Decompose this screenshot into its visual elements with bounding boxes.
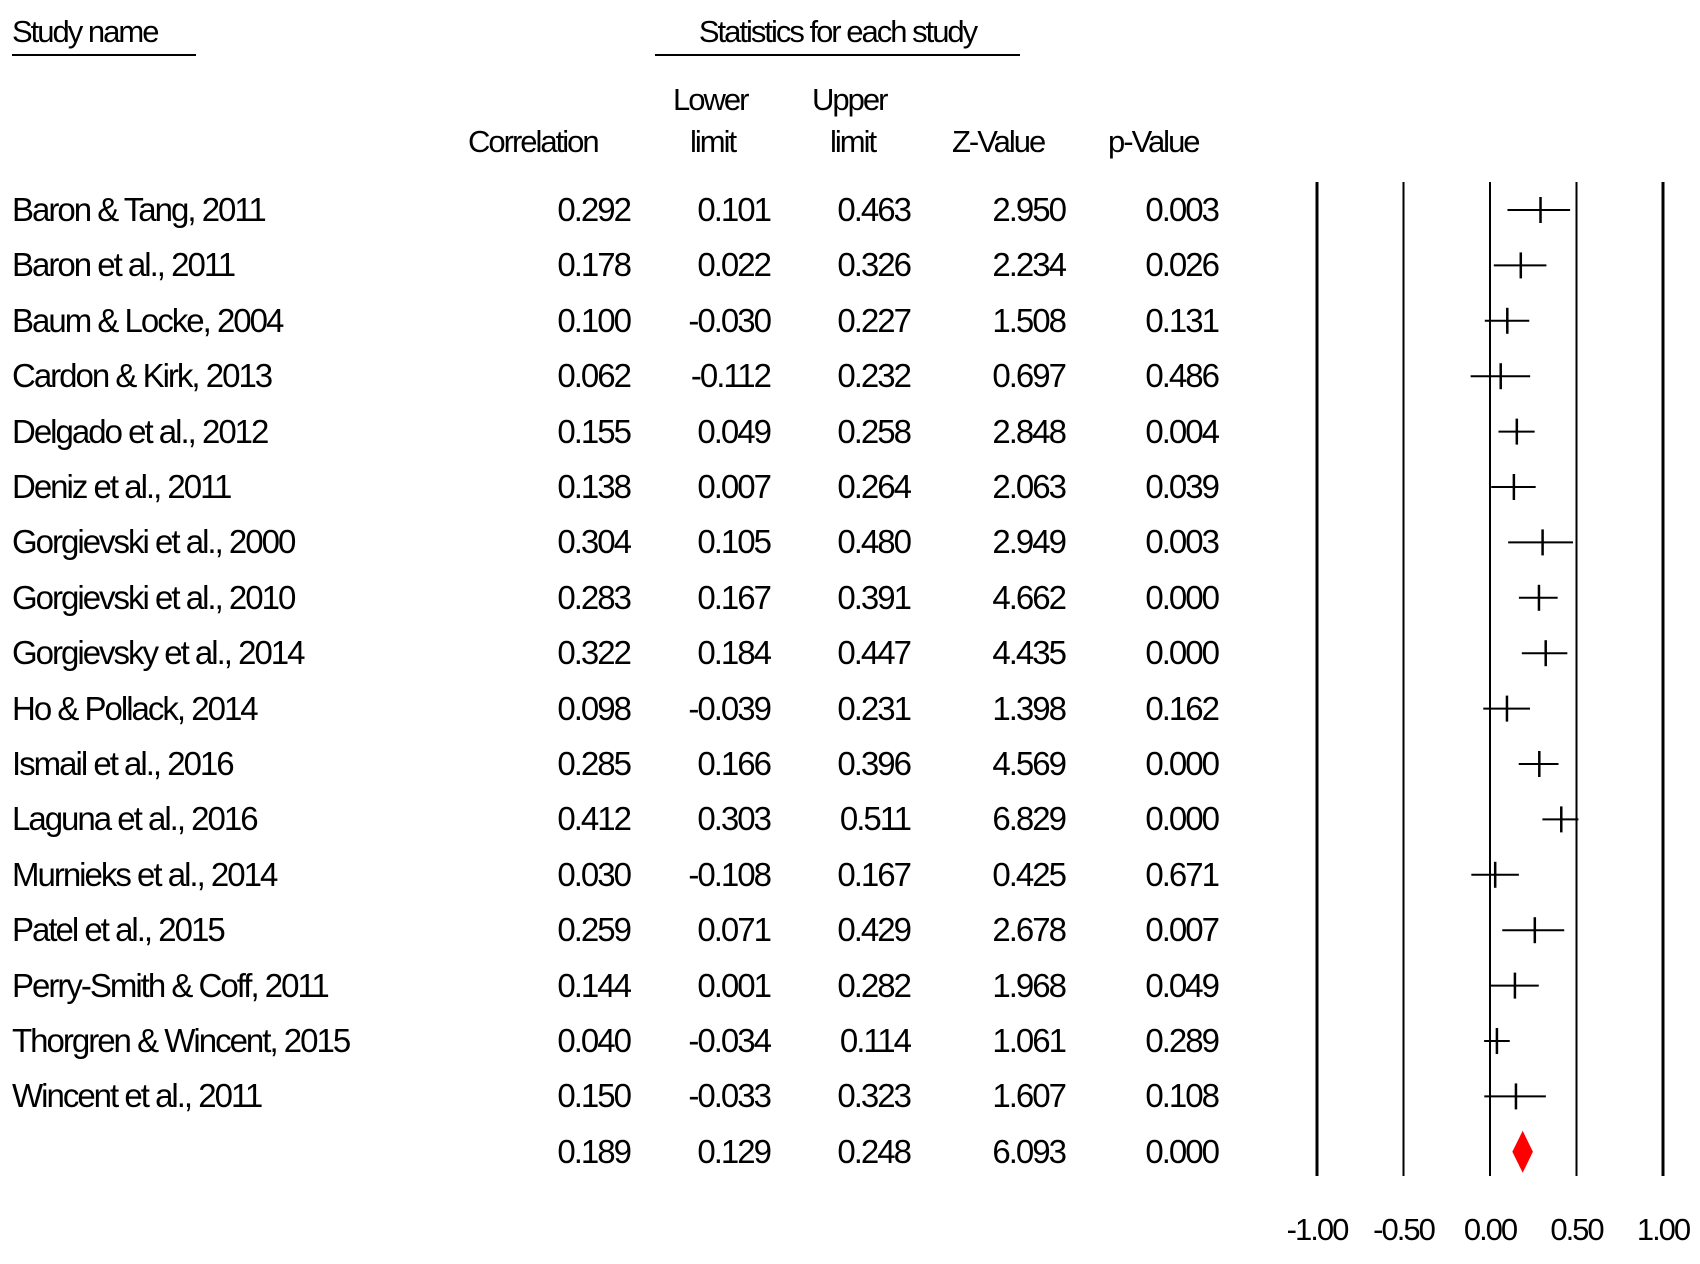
summary-upper-limit-cell: 0.248 xyxy=(837,1132,910,1170)
upper-limit-cell: 0.429 xyxy=(837,911,910,949)
lower-limit-cell: 0.101 xyxy=(697,191,770,228)
upper-limit-cell: 0.391 xyxy=(837,578,910,616)
z-value-cell: 1.607 xyxy=(992,1077,1065,1115)
p-value-cell: 0.003 xyxy=(1145,191,1218,228)
upper-limit-cell: 0.232 xyxy=(837,357,910,395)
upper-limit-cell: 0.282 xyxy=(837,966,910,1004)
lower-limit-cell: 0.303 xyxy=(697,800,770,838)
z-value-cell: 2.848 xyxy=(992,412,1065,450)
x-tick-label: 1.00 xyxy=(1636,1212,1690,1247)
study-name-cell: Baron et al., 2011 xyxy=(12,246,235,284)
correlation-cell: 0.292 xyxy=(557,191,630,228)
lower-limit-cell: -0.039 xyxy=(688,689,770,727)
study-name-cell: Baron & Tang, 2011 xyxy=(12,191,265,228)
p-value-cell: 0.000 xyxy=(1145,800,1218,838)
upper-limit-cell: 0.323 xyxy=(837,1077,910,1115)
p-value-cell: 0.007 xyxy=(1145,911,1218,949)
p-value-cell: 0.004 xyxy=(1145,412,1218,450)
x-tick-label: 0.50 xyxy=(1550,1212,1603,1247)
z-value-cell: 1.398 xyxy=(992,689,1065,727)
summary-z-value-cell: 6.093 xyxy=(992,1132,1065,1170)
upper-limit-header-line2: limit xyxy=(830,124,876,159)
study-name-cell: Gorgievsky et al., 2014 xyxy=(12,634,304,672)
summary-lower-limit-cell: 0.129 xyxy=(697,1132,770,1170)
z-value-cell: 0.425 xyxy=(992,855,1065,893)
p-value-cell: 0.000 xyxy=(1145,578,1218,616)
summary-correlation-cell: 0.189 xyxy=(557,1132,630,1170)
study-name-cell: Thorgren & Wincent, 2015 xyxy=(12,1022,350,1059)
correlation-header: Correlation xyxy=(468,124,598,159)
correlation-cell: 0.144 xyxy=(557,966,630,1004)
upper-limit-cell: 0.447 xyxy=(837,634,910,672)
upper-limit-cell: 0.227 xyxy=(837,301,910,339)
z-value-cell: 1.508 xyxy=(992,301,1065,339)
lower-limit-cell: -0.030 xyxy=(688,301,770,339)
p-value-cell: 0.131 xyxy=(1145,301,1218,339)
z-value-cell: 2.678 xyxy=(992,911,1065,949)
study-name-cell: Wincent et al., 2011 xyxy=(12,1077,262,1115)
lower-limit-cell: 0.007 xyxy=(697,468,770,505)
p-value-cell: 0.108 xyxy=(1145,1077,1218,1115)
p-value-cell: 0.003 xyxy=(1145,523,1218,561)
correlation-cell: 0.285 xyxy=(557,745,630,782)
upper-limit-cell: 0.463 xyxy=(837,191,910,228)
p-value-cell: 0.039 xyxy=(1145,468,1218,505)
lower-limit-header-line1: Lower xyxy=(673,82,748,117)
upper-limit-cell: 0.231 xyxy=(837,689,910,727)
lower-limit-cell: 0.049 xyxy=(697,412,770,450)
z-value-cell: 2.949 xyxy=(992,523,1065,561)
lower-limit-cell: -0.034 xyxy=(688,1022,770,1059)
z-value-header: Z-Value xyxy=(952,124,1045,159)
z-value-cell: 6.829 xyxy=(992,800,1065,838)
lower-limit-cell: -0.033 xyxy=(688,1077,770,1115)
correlation-cell: 0.283 xyxy=(557,578,630,616)
p-value-cell: 0.000 xyxy=(1145,745,1218,782)
summary-diamond xyxy=(1512,1131,1533,1173)
study-name-cell: Laguna et al., 2016 xyxy=(12,800,257,838)
lower-limit-cell: 0.184 xyxy=(697,634,770,672)
lower-limit-cell: -0.112 xyxy=(690,357,770,395)
upper-limit-cell: 0.167 xyxy=(837,855,910,893)
z-value-cell: 4.569 xyxy=(992,745,1065,782)
lower-limit-cell: -0.108 xyxy=(688,855,770,893)
p-value-cell: 0.289 xyxy=(1145,1022,1218,1059)
correlation-cell: 0.322 xyxy=(557,634,630,672)
study-name-cell: Gorgievski et al., 2000 xyxy=(12,523,295,561)
correlation-cell: 0.030 xyxy=(557,855,630,893)
study-name-cell: Perry-Smith & Coff, 2011 xyxy=(12,966,328,1004)
z-value-cell: 0.697 xyxy=(992,357,1065,395)
upper-limit-header-line1: Upper xyxy=(812,82,887,117)
lower-limit-cell: 0.022 xyxy=(697,246,770,284)
upper-limit-cell: 0.114 xyxy=(839,1022,910,1059)
correlation-cell: 0.040 xyxy=(557,1022,630,1059)
summary-p-value-cell: 0.000 xyxy=(1145,1132,1218,1170)
study-name-header-text: Study name xyxy=(12,14,158,49)
p-value-cell: 0.162 xyxy=(1145,689,1218,727)
correlation-cell: 0.100 xyxy=(557,301,630,339)
p-value-cell: 0.671 xyxy=(1145,855,1218,893)
lower-limit-cell: 0.167 xyxy=(697,578,770,616)
correlation-cell: 0.412 xyxy=(557,800,630,838)
study-name-cell: Baum & Locke, 2004 xyxy=(12,301,283,339)
correlation-cell: 0.178 xyxy=(557,246,630,284)
p-value-cell: 0.000 xyxy=(1145,634,1218,672)
study-name-cell: Patel et al., 2015 xyxy=(12,911,224,949)
correlation-cell: 0.155 xyxy=(557,412,630,450)
z-value-cell: 2.234 xyxy=(992,246,1065,284)
correlation-cell: 0.259 xyxy=(557,911,630,949)
x-tick-label: -0.50 xyxy=(1373,1212,1434,1247)
study-name-cell: Cardon & Kirk, 2013 xyxy=(12,357,272,395)
x-tick-label: 0.00 xyxy=(1463,1212,1517,1247)
z-value-cell: 4.662 xyxy=(992,578,1065,616)
z-value-cell: 1.061 xyxy=(992,1022,1065,1059)
lower-limit-cell: 0.001 xyxy=(697,966,770,1004)
lower-limit-cell: 0.166 xyxy=(697,745,770,782)
upper-limit-cell: 0.396 xyxy=(837,745,910,782)
z-value-cell: 1.968 xyxy=(992,966,1065,1004)
study-name-cell: Delgado et al., 2012 xyxy=(12,412,268,450)
correlation-cell: 0.150 xyxy=(557,1077,630,1115)
correlation-cell: 0.304 xyxy=(557,523,630,561)
study-name-cell: Ismail et al., 2016 xyxy=(12,745,233,782)
p-value-header: p-Value xyxy=(1108,124,1199,159)
p-value-cell: 0.486 xyxy=(1145,357,1218,395)
upper-limit-cell: 0.264 xyxy=(837,468,910,505)
p-value-cell: 0.026 xyxy=(1145,246,1218,284)
upper-limit-cell: 0.326 xyxy=(837,246,910,284)
study-name-cell: Ho & Pollack, 2014 xyxy=(12,689,257,727)
correlation-cell: 0.098 xyxy=(557,689,630,727)
study-name-cell: Murnieks et al., 2014 xyxy=(12,855,277,893)
lower-limit-cell: 0.071 xyxy=(697,911,770,949)
z-value-cell: 2.063 xyxy=(992,468,1065,505)
x-tick-label: -1.00 xyxy=(1286,1212,1348,1247)
statistics-group-header-text: Statistics for each study xyxy=(698,14,977,49)
study-name-cell: Gorgievski et al., 2010 xyxy=(12,578,295,616)
upper-limit-cell: 0.511 xyxy=(839,800,910,838)
lower-limit-header-line2: limit xyxy=(690,124,736,159)
z-value-cell: 4.435 xyxy=(992,634,1065,672)
p-value-cell: 0.049 xyxy=(1145,966,1218,1004)
study-name-cell: Deniz et al., 2011 xyxy=(12,468,231,505)
correlation-cell: 0.138 xyxy=(557,468,630,505)
upper-limit-cell: 0.480 xyxy=(837,523,910,561)
lower-limit-cell: 0.105 xyxy=(697,523,770,561)
upper-limit-cell: 0.258 xyxy=(837,412,910,450)
z-value-cell: 2.950 xyxy=(992,191,1065,228)
correlation-cell: 0.062 xyxy=(557,357,630,395)
